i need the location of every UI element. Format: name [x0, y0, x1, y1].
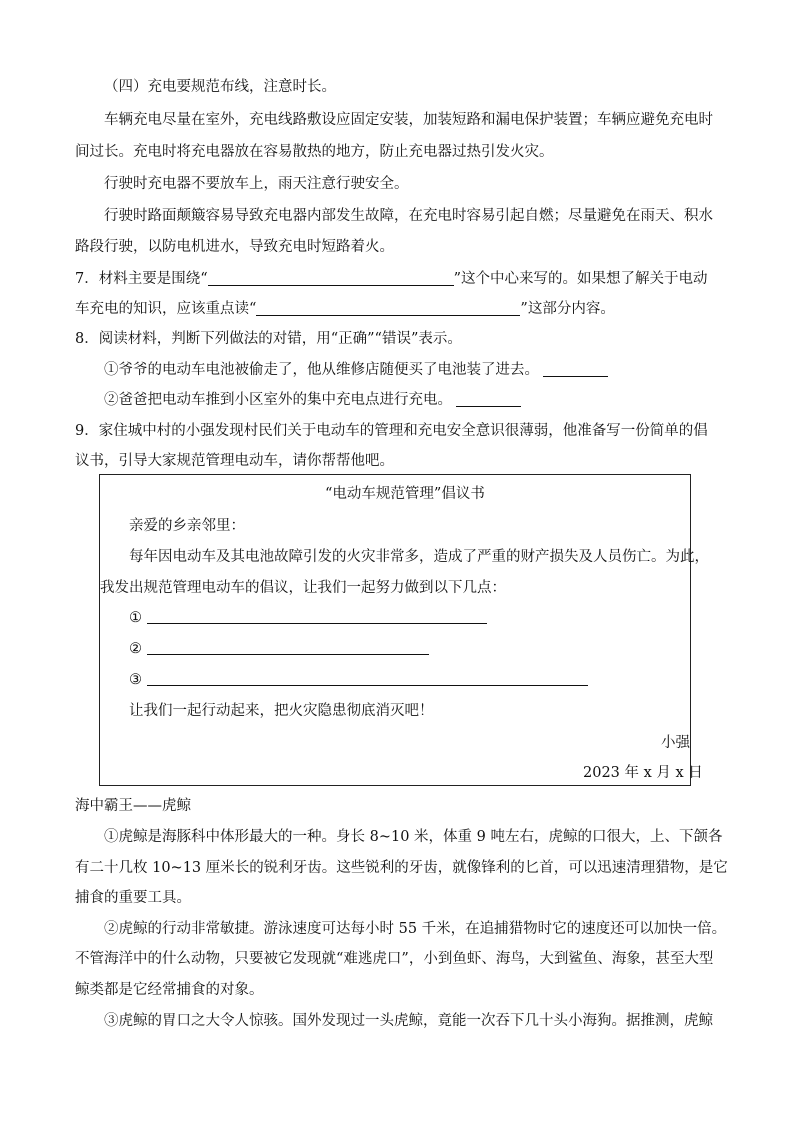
question-7-text: 车充电的知识，应该重点读“	[75, 301, 257, 317]
article-paragraph-line: 不管海洋中的什么动物，只要被它发现就“难逃虎口”，小到鱼虾、海鸟，大到鲨鱼、海象，甚至大型	[75, 951, 714, 967]
proposal-item-1-marker: ①	[129, 610, 142, 626]
proposal-item-2-blank[interactable]	[147, 654, 429, 655]
article-paragraph-line: 鲸类都是它经常捕食的对象。	[75, 982, 264, 998]
answer-blank-item-1[interactable]	[543, 360, 608, 377]
article-title: 海中霸王——虎鲸	[75, 798, 191, 814]
proposal-title: “电动车规范管理”倡议书	[325, 486, 485, 502]
section-paragraph-line: 行驶时充电器不要放车上，雨天注意行驶安全。	[104, 176, 409, 192]
proposal-signature: 小强	[661, 735, 690, 751]
section-heading: （四）充电要规范布线，注意时长。	[104, 79, 336, 95]
article-paragraph-line: ③虎鲸的胃口之大令人惊骇。国外发现过一头虎鲸，竟能一次吞下几十头小海狗。据推测，虎鲸	[104, 1013, 713, 1029]
question-8-item-2	[104, 389, 521, 411]
question-8-item-1	[104, 359, 608, 381]
question-8-stem: 8．阅读材料，判断下列做法的对错，用“正确”“错误”表示。	[75, 331, 462, 347]
question-7-line1	[75, 268, 708, 290]
question-7-line2	[75, 298, 615, 320]
question-9-stem-line: 9．家住城中村的小强发现村民们关于电动车的管理和充电安全意识很薄弱，他准备写一份简单的倡	[75, 423, 708, 439]
article-paragraph-line: ②虎鲸的行动非常敏捷。游泳速度可达每小时 55 千米，在追捕猎物时它的速度还可以加快一倍。	[104, 921, 727, 937]
proposal-date: 2023 年 x 月 x 日	[583, 765, 703, 781]
question-8-item-text: ②爸爸把电动车推到小区室外的集中充电点进行充电。	[104, 392, 452, 408]
article-paragraph-line: 捕食的重要工具。	[75, 890, 191, 906]
section-paragraph-line: 车辆充电尽量在室外，充电线路敷设应固定安装，加装短路和漏电保护装置；车辆应避免充电时	[104, 112, 713, 128]
proposal-body-line: 我发出规范管理电动车的倡议，让我们一起努力做到以下几点：	[100, 580, 506, 596]
question-7-text: ”这部分内容。	[520, 301, 615, 317]
question-7-text: 7．材料主要是围绕“	[75, 271, 208, 287]
proposal-closing: 让我们一起行动起来，把火灾隐患彻底消灭吧！	[129, 703, 434, 719]
proposal-body-line: 每年因电动车及其电池故障引发的火灾非常多，造成了严重的财产损失及人员伤亡。为此，	[129, 549, 709, 565]
proposal-item-2-marker: ②	[129, 641, 142, 657]
article-paragraph-line: ①虎鲸是海豚科中体形最大的一种。身长 8~10 米，体重 9 吨左右，虎鲸的口很大，上、下颌各	[104, 829, 723, 845]
article-paragraph-line: 有二十几枚 10~13 厘米长的锐利牙齿。这些锐利的牙齿，就像锋利的匕首，可以迅速清理猎物，是它	[75, 860, 728, 876]
section-paragraph-line: 路段行驶，以防电机进水，导致充电时短路着火。	[75, 239, 394, 255]
proposal-item-1-blank[interactable]	[147, 623, 487, 624]
answer-blank-item-2[interactable]	[456, 390, 521, 407]
answer-blank-center-theme[interactable]	[208, 269, 454, 286]
answer-blank-section[interactable]	[256, 299, 520, 316]
question-7-text: ”这个中心来写的。如果想了解关于电动	[453, 271, 708, 287]
proposal-greeting: 亲爱的乡亲邻里：	[129, 518, 245, 534]
question-9-stem-line: 议书，引导大家规范管理电动车，请你帮帮他吧。	[75, 453, 394, 469]
proposal-item-3-marker: ③	[129, 672, 142, 688]
proposal-item-3-blank[interactable]	[147, 685, 588, 686]
section-paragraph-line: 间过长。充电时将充电器放在容易散热的地方，防止充电器过热引发火灾。	[75, 144, 554, 160]
question-8-item-text: ①爷爷的电动车电池被偷走了，他从维修店随便买了电池装了进去。	[104, 362, 539, 378]
section-paragraph-line: 行驶时路面颠簸容易导致充电器内部发生故障，在充电时容易引起自燃；尽量避免在雨天、积水	[104, 208, 713, 224]
